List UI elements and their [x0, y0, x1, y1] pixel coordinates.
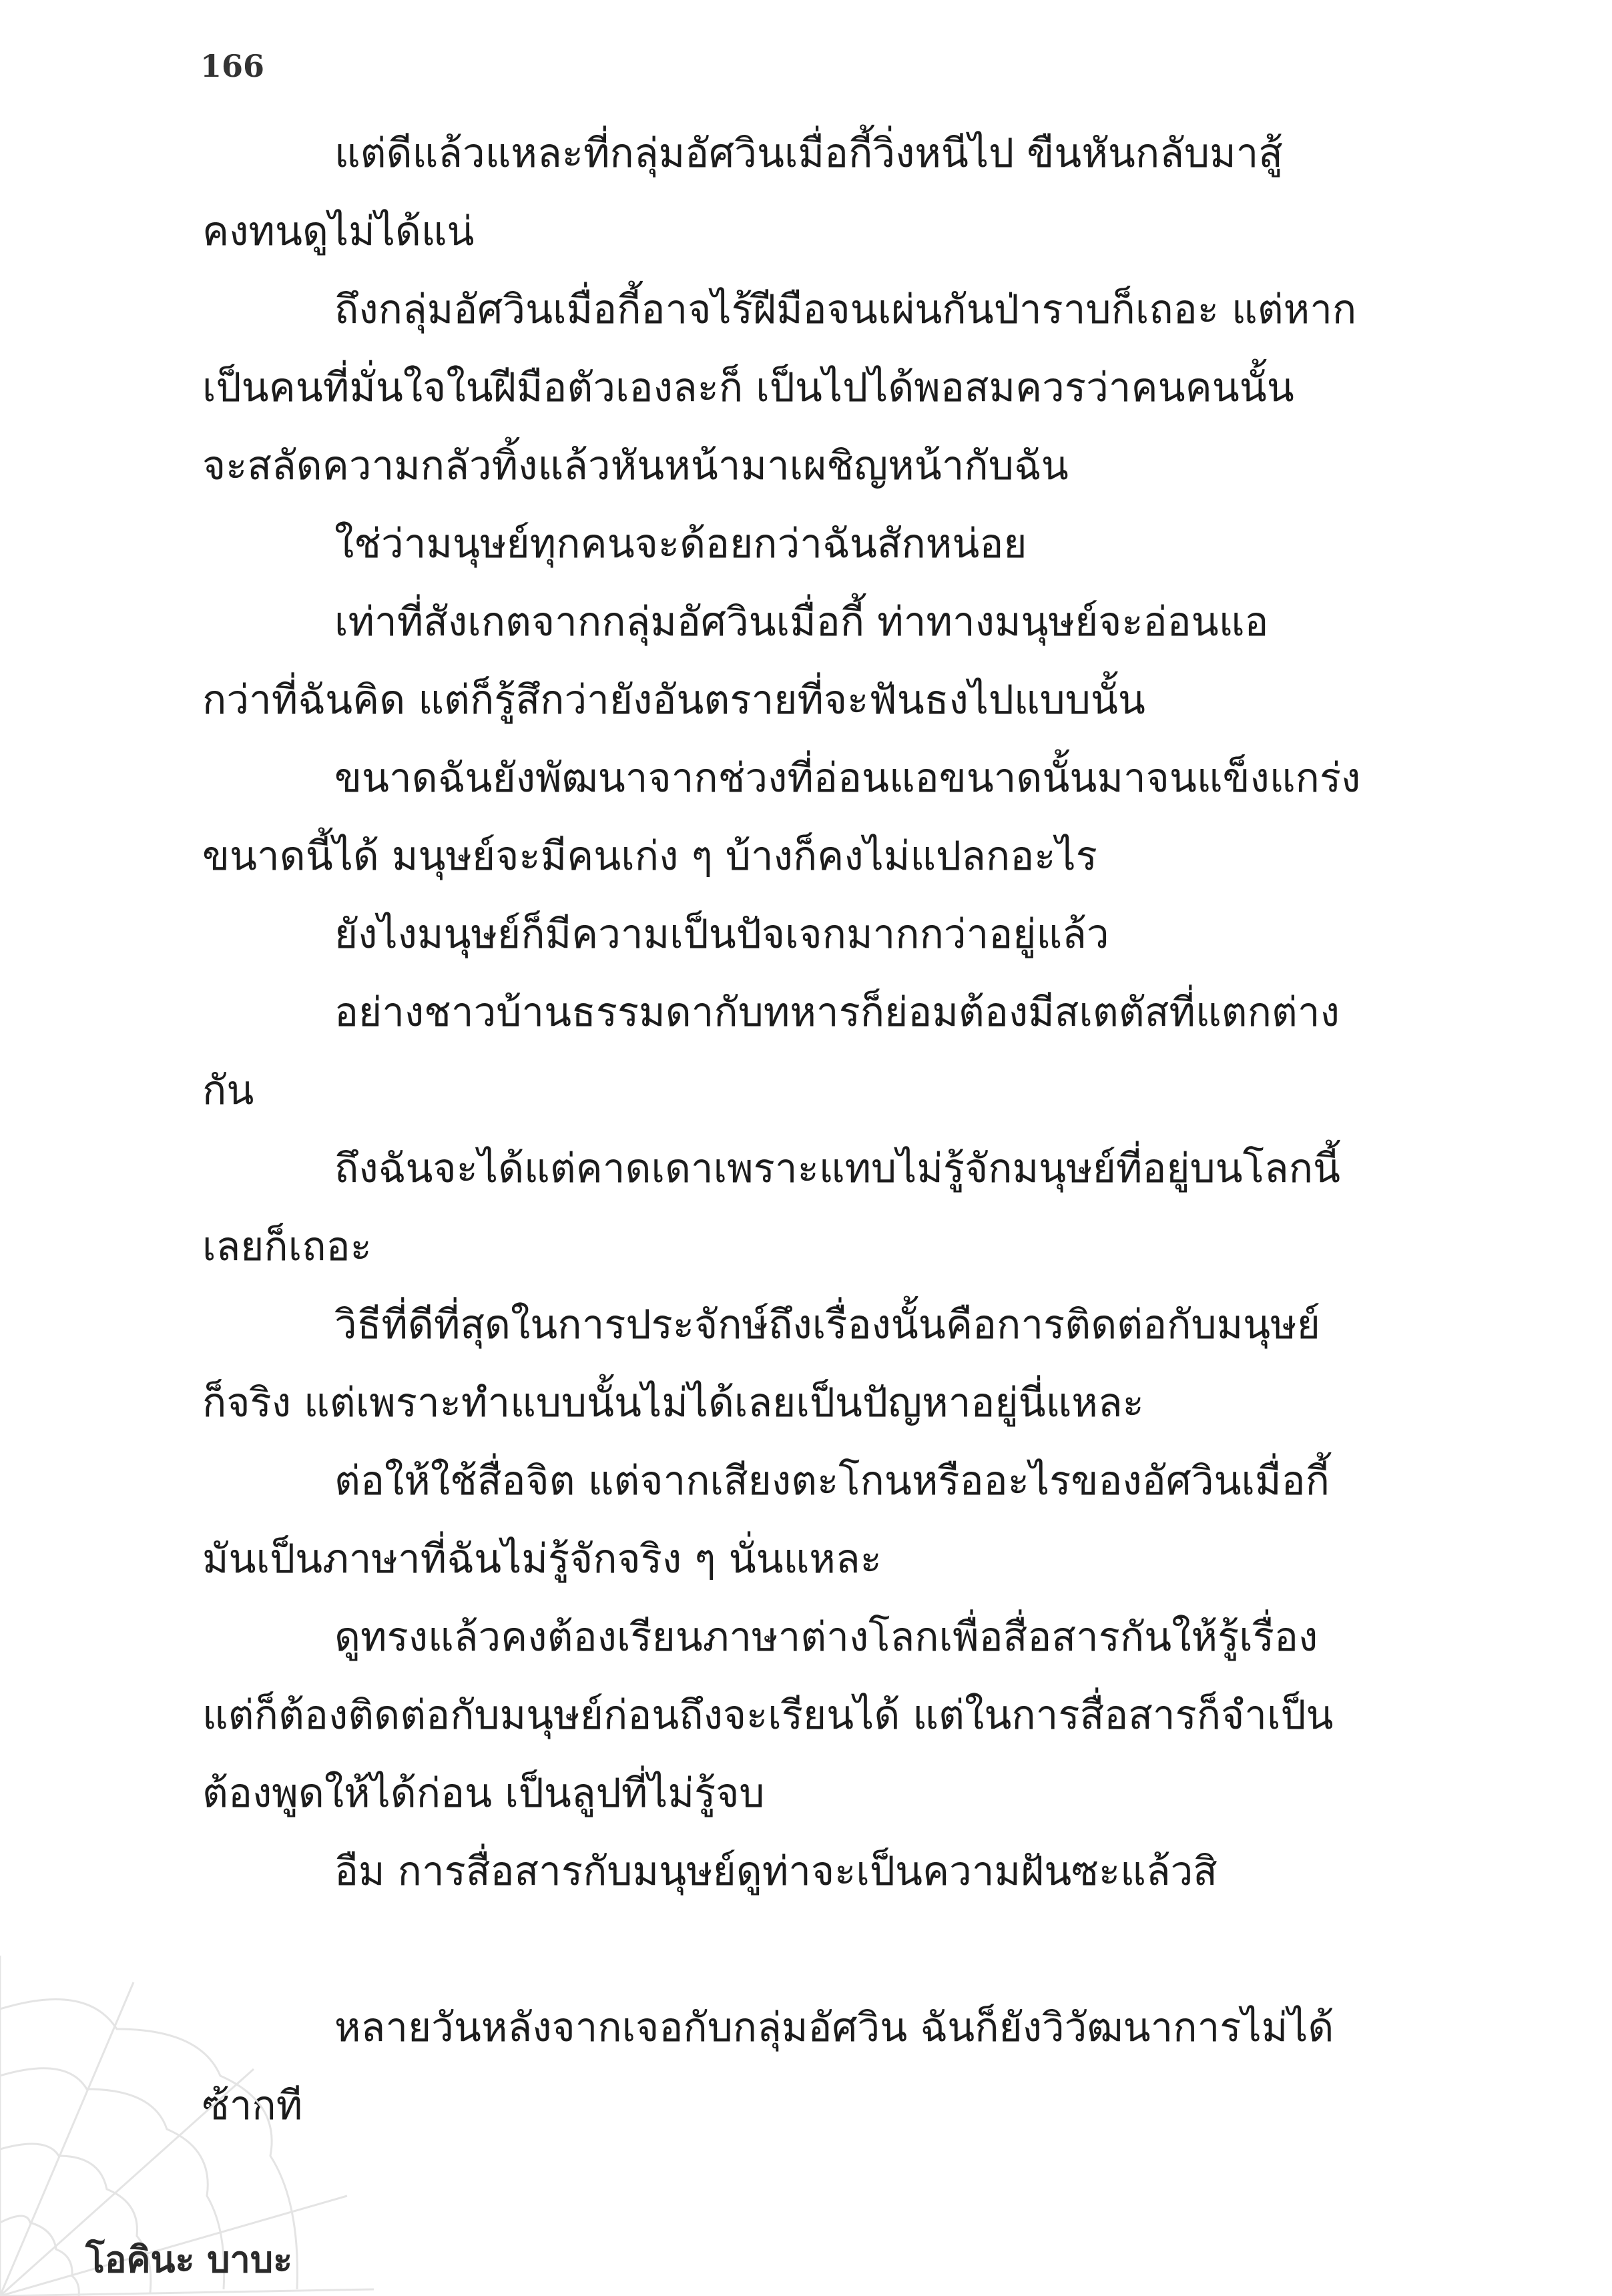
paragraph-line: แต่ดีแล้วแหละที่กลุ่มอัศวินเมื่อกี้วิ่งหนีไป ขืนหันกลับมาสู้: [334, 130, 1283, 177]
paragraph-line: ขนาดฉันยังพัฒนาจากช่วงที่อ่อนแอขนาดนั้นมาจนแข็งแกร่ง: [334, 755, 1361, 802]
paragraph-line: ต้องพูดให้ได้ก่อน เป็นลูปที่ไม่รู้จบ: [202, 1770, 765, 1817]
paragraph-line: ซ้ากที: [202, 2082, 303, 2129]
paragraph-line: ขนาดนี้ได้ มนุษย์จะมีคนเก่ง ๆ บ้างก็คงไม่แปลกอะไร: [202, 833, 1097, 880]
paragraph-line: กว่าที่ฉันคิด แต่ก็รู้สึกว่ายังอันตรายที่จะฟันธงไปแบบนั้น: [202, 677, 1145, 724]
paragraph-line: คงทนดูไม่ได้แน่: [202, 208, 475, 255]
paragraph-line: กัน: [202, 1067, 254, 1114]
paragraph-line: หลายวันหลังจากเจอกับกลุ่มอัศวิน ฉันก็ยังวิวัฒนาการไม่ได้: [334, 2004, 1334, 2051]
author-name: โอคินะ บาบะ: [85, 2239, 293, 2281]
paragraph-line: เท่าที่สังเกตจากกลุ่มอัศวินเมื่อกี้ ท่าทางมนุษย์จะอ่อนแอ: [334, 599, 1269, 645]
paragraph-line: ถึงกลุ่มอัศวินเมื่อกี้อาจไร้ฝีมือจนเผ่นกันป่าราบก็เถอะ แต่หาก: [334, 286, 1357, 333]
paragraph-line: อืม การสื่อสารกับมนุษย์ดูท่าจะเป็นความฝันซะแล้วสิ: [334, 1848, 1218, 1895]
paragraph-line: ถึงฉันจะได้แต่คาดเดาเพราะแทบไม่รู้จักมนุษย์ที่อยู่บนโลกนี้: [334, 1145, 1341, 1192]
paragraph-line: ดูทรงแล้วคงต้องเรียนภาษาต่างโลกเพื่อสื่อสารกันให้รู้เรื่อง: [334, 1614, 1318, 1661]
paragraph-line: แต่ก็ต้องติดต่อกับมนุษย์ก่อนถึงจะเรียนได้ แต่ในการสื่อสารก็จำเป็น: [202, 1692, 1334, 1739]
paragraph-line: ก็จริง แต่เพราะทำแบบนั้นไม่ได้เลยเป็นปัญหาอยู่นี่แหละ: [202, 1380, 1144, 1426]
paragraph-line: ยังไงมนุษย์ก็มีความเป็นปัจเจกมากกว่าอยู่แล้ว: [334, 911, 1109, 958]
paragraph-line: เป็นคนที่มั่นใจในฝีมือตัวเองละก็ เป็นไปได้พอสมควรว่าคนคนนั้น: [202, 364, 1294, 411]
scene-break: [202, 1911, 1407, 1989]
paragraph-line: อย่างชาวบ้านธรรมดากับทหารก็ย่อมต้องมีสเตตัสที่แตกต่าง: [334, 989, 1340, 1036]
paragraph-line: จะสลัดความกลัวทิ้งแล้วหันหน้ามาเผชิญหน้ากับฉัน: [202, 443, 1069, 489]
paragraph-line: ต่อให้ใช้สื่อจิต แต่จากเสียงตะโกนหรืออะไรของอัศวินเมื่อกี้: [334, 1458, 1330, 1504]
paragraph-line: เลยก็เถอะ: [202, 1223, 372, 1270]
body-text: [202, 115, 1407, 2145]
paragraph-line: ใช่ว่ามนุษย์ทุกคนจะด้อยกว่าฉันสักหน่อย: [334, 521, 1027, 567]
page-number: 166: [200, 48, 265, 84]
paragraph-line: วิธีที่ดีที่สุดในการประจักษ์ถึงเรื่องนั้นคือการติดต่อกับมนุษย์: [334, 1302, 1320, 1348]
paragraph-line: มันเป็นภาษาที่ฉันไม่รู้จักจริง ๆ นั่นแหละ: [202, 1536, 882, 1583]
